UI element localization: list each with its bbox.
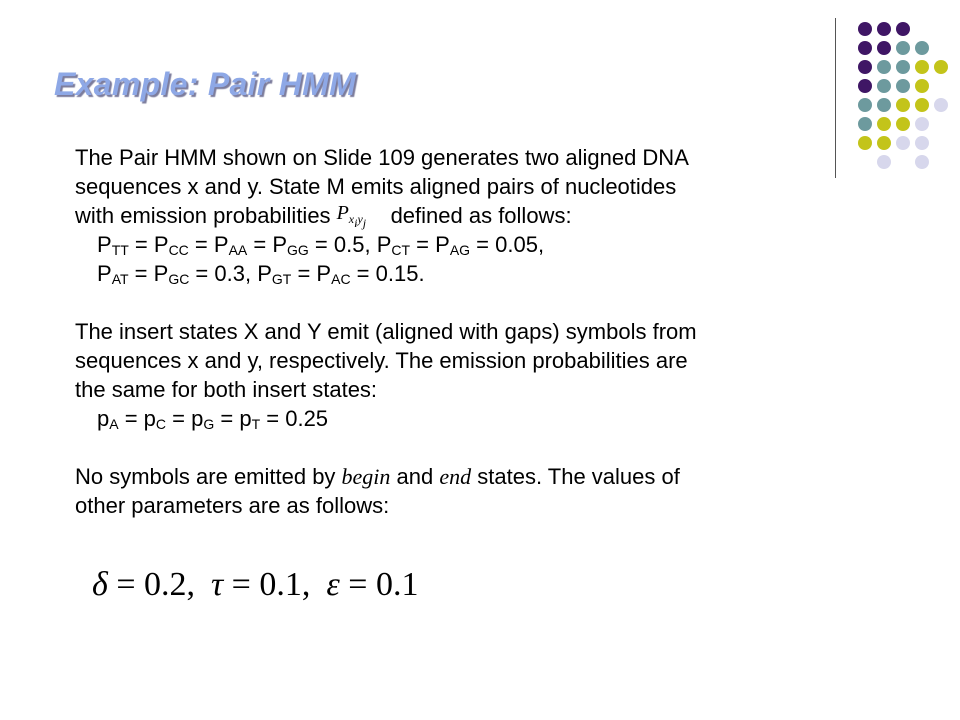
decor-dot <box>915 60 929 74</box>
para1-line2: sequences x and y. State M emits aligned pairs of nucleotides <box>75 174 677 199</box>
emission-pair-term: $P_{AT}$ = <box>97 261 154 287</box>
decor-dot <box>877 136 891 150</box>
decor-dot <box>858 136 872 150</box>
decor-dot <box>896 98 910 112</box>
decor-dot <box>858 41 872 55</box>
parameter-1: τ = 0.1, <box>211 566 311 603</box>
decor-dot <box>896 60 910 74</box>
decor-dot <box>877 79 891 93</box>
decor-dot <box>896 79 910 93</box>
begin-word: begin <box>341 464 391 489</box>
slide-title: Example: Pair HMM <box>54 66 357 102</box>
insert-probs-row <box>75 404 835 433</box>
decor-dot <box>915 117 929 131</box>
emission-pair-term: $P_{AG} = 0.05$, <box>435 232 545 258</box>
emission-pair-term: $P_{AA}$ = <box>213 232 273 258</box>
insert-prob-term: $p_G$ = <box>191 406 240 432</box>
emission-pairs-row2 <box>75 259 835 288</box>
emission-pair-term: $P_{CC}$ = <box>153 232 214 258</box>
emission-pair-term: $P_{TT}$ = <box>97 232 154 258</box>
para2-line2: sequences x and y, respectively. The emission probabilities are <box>75 348 688 373</box>
decor-dot <box>896 136 910 150</box>
emission-prob-symbol: $P_{x_iy_j}$ <box>336 202 367 230</box>
decor-dot <box>877 22 891 36</box>
decor-dot <box>858 79 872 93</box>
decor-dot <box>915 155 929 169</box>
decor-dot <box>877 117 891 131</box>
insert-prob-term: $p_T = 0.25$ <box>239 406 329 432</box>
end-word: end <box>439 464 472 489</box>
decor-dot <box>877 60 891 74</box>
decor-dot <box>858 98 872 112</box>
parameter-0: δ = 0.2, <box>92 566 195 603</box>
para1-line1: The Pair HMM shown on Slide 109 generates two aligned DNA <box>75 145 689 170</box>
decor-dot <box>858 22 872 36</box>
para1-line3-pre: with emission probabilities <box>75 203 331 228</box>
insert-prob-term: $p_C$ = <box>143 406 192 432</box>
emission-pair-term: $P_{GG} = 0.5$, <box>272 232 377 258</box>
vertical-divider-line <box>835 18 836 178</box>
parameter-values <box>92 566 418 604</box>
decor-dot <box>934 98 948 112</box>
decor-dot <box>896 22 910 36</box>
para1-line3-post: defined as follows: <box>390 203 572 228</box>
decor-dot <box>915 136 929 150</box>
decor-dot <box>896 41 910 55</box>
para3-line1: No symbols are emitted by begin and end states. The values of <box>75 464 680 489</box>
emission-pair-term: $P_{GT}$ = <box>257 261 317 287</box>
decor-dot <box>934 60 948 74</box>
decor-dot <box>858 60 872 74</box>
para1-line3 <box>75 201 835 230</box>
para2-line3: the same for both insert states: <box>75 377 378 402</box>
decor-dot <box>858 117 872 131</box>
decor-dot <box>915 98 929 112</box>
decor-dot <box>896 117 910 131</box>
decor-dot <box>877 155 891 169</box>
para3-line2: other parameters are as follows: <box>75 493 390 518</box>
parameter-2: ε = 0.1 <box>326 566 419 603</box>
emission-pairs-row1 <box>75 230 835 259</box>
insert-prob-term: $p_A$ = <box>97 406 144 432</box>
para2-line1: The insert states X and Y emit (aligned with gaps) symbols from <box>75 319 697 344</box>
decor-dot <box>877 41 891 55</box>
decor-dot <box>915 41 929 55</box>
emission-pair-term: $P_{GC} = 0.3$, <box>153 261 258 287</box>
decor-dot <box>877 98 891 112</box>
decor-dot <box>915 79 929 93</box>
emission-pair-term: $P_{AC} = 0.15$. <box>316 261 425 287</box>
emission-pair-term: $P_{CT}$ = <box>376 232 436 258</box>
slide-body <box>75 143 835 520</box>
